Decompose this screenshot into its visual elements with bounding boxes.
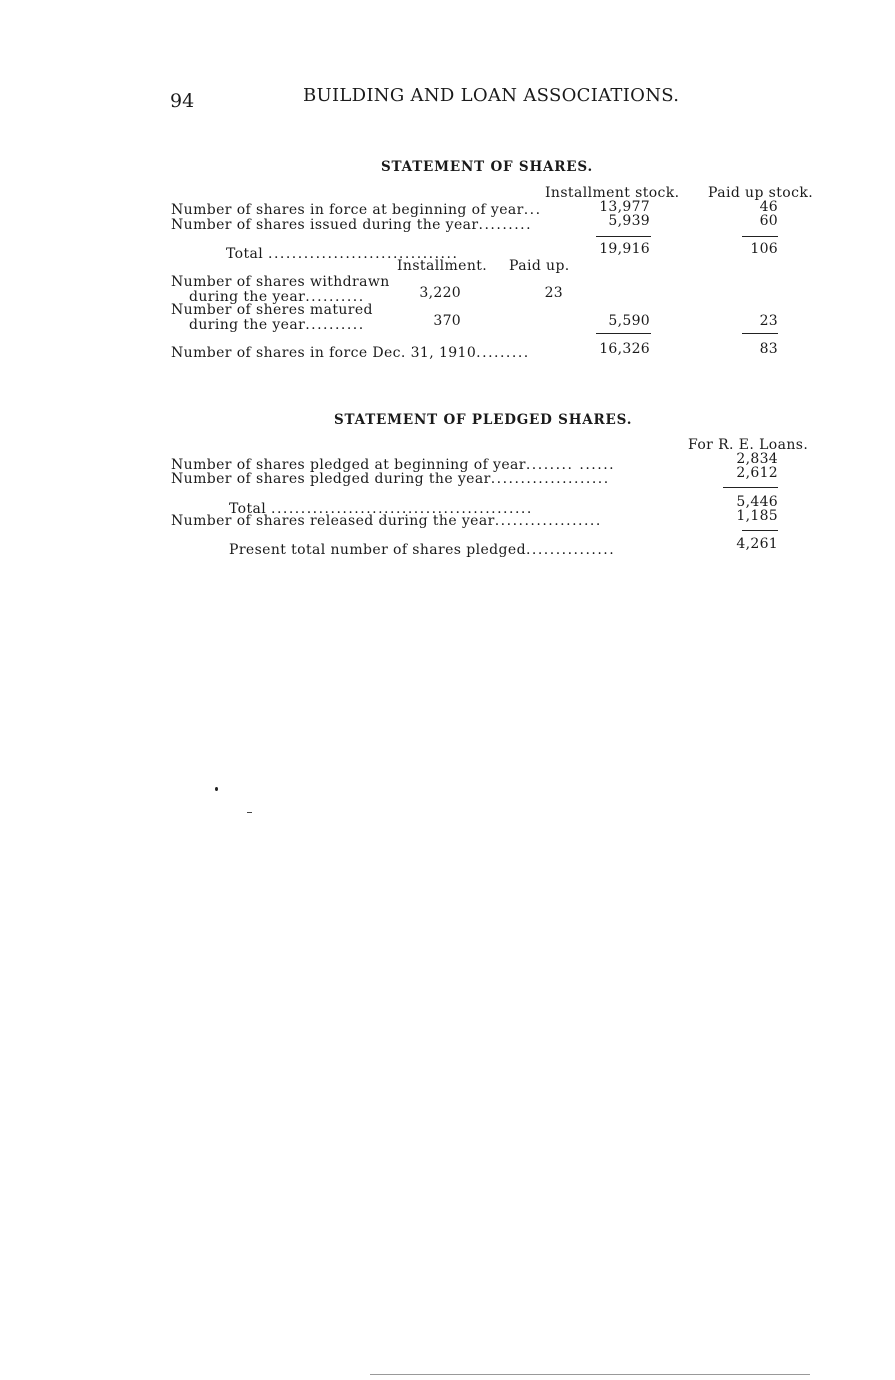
pledged-row-value: 2,834 — [736, 451, 778, 467]
column-header-installment-stock: Installment stock. — [545, 185, 680, 201]
row-label: Number of shares in force at beginning of year... — [171, 202, 542, 218]
row-value-paid-up: 46 — [759, 199, 778, 215]
page-number: 94 — [170, 90, 195, 112]
row-value-installment: 5,939 — [608, 213, 650, 229]
pledged-total-value: 5,446 — [736, 494, 778, 510]
total-value-paid-up: 106 — [750, 241, 778, 257]
released-value: 1,185 — [736, 508, 778, 524]
sum-rule — [596, 333, 651, 334]
matured-label-line1: Number of sheres matured — [171, 302, 373, 318]
present-total-value: 4,261 — [736, 536, 778, 552]
pledged-row-label: Number of shares pledged during the year.................... — [171, 471, 610, 487]
pledged-total-label: Total ............................................ — [229, 501, 533, 517]
ink-speck — [247, 812, 252, 813]
column-header-re-loans: For R. E. Loans. — [688, 437, 809, 453]
subcolumn-header-installment: Installment. — [397, 258, 488, 274]
released-label: Number of shares released during the year.................. — [171, 513, 602, 529]
column-header-paid-up-stock: Paid up stock. — [708, 185, 814, 201]
section-title-shares: STATEMENT OF SHARES. — [381, 159, 593, 175]
row-label: Number of shares issued during the year......... — [171, 217, 533, 233]
in-force-label: Number of shares in force Dec. 31, 1910......... — [171, 345, 530, 361]
total-label: Total ................................ — [226, 246, 459, 262]
matured-combined-installment: 5,590 — [608, 313, 650, 329]
matured-label-line2: during the year.......... — [189, 317, 365, 333]
row-value-paid-up: 60 — [759, 213, 778, 229]
withdrawn-label-line2: during the year.......... — [189, 289, 365, 305]
sum-rule — [742, 236, 778, 237]
sum-rule — [723, 487, 778, 488]
withdrawn-label-line1: Number of shares withdrawn — [171, 274, 390, 290]
in-force-paid-up: 83 — [759, 341, 778, 357]
withdrawn-paid-up: 23 — [544, 285, 563, 301]
bottom-edge-line — [370, 1374, 810, 1375]
section-title-pledged: STATEMENT OF PLEDGED SHARES. — [334, 412, 633, 428]
pledged-row-label: Number of shares pledged at beginning of year........ ...... — [171, 457, 616, 473]
sum-rule — [742, 530, 778, 531]
sum-rule — [596, 236, 651, 237]
matured-installment: 370 — [433, 313, 461, 329]
present-total-label: Present total number of shares pledged............... — [229, 542, 616, 558]
running-header: BUILDING AND LOAN ASSOCIATIONS. — [303, 85, 680, 106]
total-value-installment: 19,916 — [599, 241, 650, 257]
in-force-installment: 16,326 — [599, 341, 650, 357]
row-value-installment: 13,977 — [599, 199, 650, 215]
matured-combined-paid-up: 23 — [759, 313, 778, 329]
withdrawn-installment: 3,220 — [419, 285, 461, 301]
sum-rule — [742, 333, 778, 334]
ink-speck — [215, 787, 218, 791]
pledged-row-value: 2,612 — [736, 465, 778, 481]
subcolumn-header-paid-up: Paid up. — [509, 258, 570, 274]
